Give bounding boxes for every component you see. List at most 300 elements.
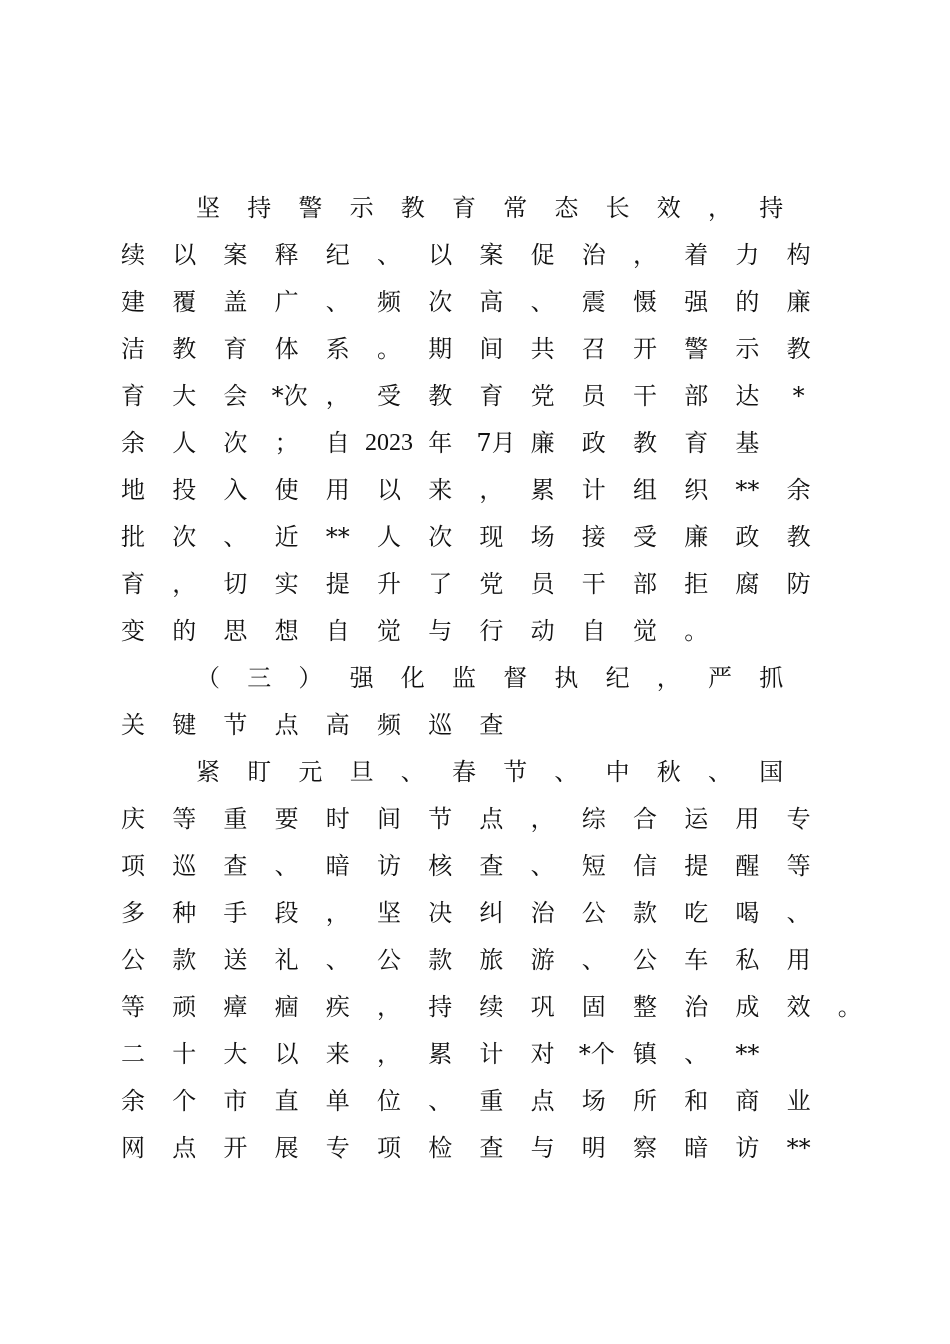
text-glyph: 动	[530, 617, 555, 645]
text-glyph: 态	[554, 194, 579, 222]
text-glyph: 场	[581, 1087, 606, 1115]
text-glyph: 人	[172, 429, 197, 457]
text-glyph: 坚	[377, 899, 401, 927]
text-glyph: 育	[479, 382, 504, 410]
text-glyph: 。	[837, 993, 862, 1021]
text-glyph: 和	[684, 1087, 709, 1115]
text-glyph: 地	[121, 476, 145, 504]
text-glyph: 访	[735, 1134, 760, 1162]
text-glyph: 次	[428, 288, 453, 316]
text-glyph: 等	[786, 852, 811, 880]
text-glyph: 察	[633, 1134, 657, 1162]
text-glyph: 整	[633, 993, 657, 1021]
text-line	[0, 240, 950, 287]
text-glyph: **	[735, 476, 760, 504]
text-glyph: 纠	[479, 899, 504, 927]
text-glyph: *	[792, 382, 805, 410]
text-glyph: 了	[428, 570, 453, 598]
text-line	[0, 193, 950, 240]
text-glyph: 员	[530, 570, 555, 598]
text-glyph: 段	[274, 899, 299, 927]
text-glyph: 盯	[247, 758, 272, 786]
text-glyph: 的	[735, 288, 760, 316]
text-glyph: 频	[377, 711, 401, 739]
text-glyph: 洁	[121, 335, 145, 363]
text-glyph: 政	[735, 523, 760, 551]
text-glyph: 教	[786, 523, 811, 551]
text-glyph: 暗	[684, 1134, 709, 1162]
text-glyph: 短	[581, 852, 606, 880]
text-glyph: 次	[428, 523, 453, 551]
text-glyph: 达	[735, 382, 760, 410]
text-glyph: 育	[121, 570, 145, 598]
text-glyph: ，	[325, 382, 350, 410]
text-glyph: 7月	[476, 429, 516, 457]
text-glyph: 来	[428, 476, 453, 504]
text-line	[0, 1133, 950, 1180]
text-glyph: 效	[656, 194, 681, 222]
text-glyph: 节	[223, 711, 248, 739]
text-glyph: 巡	[172, 852, 197, 880]
text-glyph: 党	[530, 382, 555, 410]
text-glyph: 款	[172, 946, 197, 974]
text-glyph: 提	[325, 570, 350, 598]
text-glyph: 来	[325, 1040, 350, 1068]
text-glyph: 织	[684, 476, 709, 504]
text-glyph: 批	[121, 523, 145, 551]
text-glyph: 与	[530, 1134, 555, 1162]
text-glyph: 大	[172, 382, 197, 410]
text-glyph: **	[325, 523, 350, 551]
text-glyph: 近	[274, 523, 299, 551]
text-glyph: 慑	[633, 288, 657, 316]
text-glyph: 常	[503, 194, 528, 222]
text-glyph: 升	[377, 570, 401, 598]
text-line	[0, 898, 950, 945]
text-glyph: 计	[479, 1040, 504, 1068]
text-glyph: 余	[121, 1087, 145, 1115]
text-line	[0, 334, 950, 381]
text-glyph: 三	[247, 664, 272, 692]
text-glyph: 核	[428, 852, 453, 880]
text-glyph: 以	[172, 241, 197, 269]
text-glyph: 送	[223, 946, 248, 974]
text-line	[0, 1039, 950, 1086]
text-glyph: 受	[633, 523, 657, 551]
text-glyph: 以	[274, 1040, 299, 1068]
text-glyph: 以	[428, 241, 453, 269]
text-glyph: 腐	[735, 570, 760, 598]
text-glyph: 构	[786, 241, 811, 269]
text-glyph: 信	[633, 852, 657, 880]
text-glyph: 公	[121, 946, 145, 974]
text-glyph: 高	[479, 288, 504, 316]
text-glyph: 实	[274, 570, 299, 598]
text-glyph: 人	[377, 523, 401, 551]
text-glyph: 对	[530, 1040, 555, 1068]
text-glyph: 旅	[479, 946, 504, 974]
text-glyph: 、	[377, 241, 401, 269]
text-glyph: 。	[684, 617, 709, 645]
text-glyph: 拒	[684, 570, 709, 598]
text-glyph: 释	[274, 241, 299, 269]
text-glyph: 、	[223, 523, 248, 551]
text-glyph: 关	[121, 711, 145, 739]
text-glyph: 查	[223, 852, 248, 880]
text-glyph: 高	[325, 711, 350, 739]
text-glyph: 、	[325, 946, 350, 974]
text-glyph: 员	[581, 382, 606, 410]
text-glyph: 十	[172, 1040, 197, 1068]
text-glyph: 计	[581, 476, 606, 504]
text-glyph: 间	[377, 805, 401, 833]
text-glyph: 秋	[656, 758, 681, 786]
text-line	[0, 945, 950, 992]
text-glyph: 示	[735, 335, 760, 363]
text-glyph: 示	[349, 194, 374, 222]
text-glyph: 开	[633, 335, 657, 363]
text-glyph: 覆	[172, 288, 197, 316]
text-glyph: 余	[121, 429, 145, 457]
text-glyph: 化	[400, 664, 425, 692]
text-glyph: 游	[530, 946, 555, 974]
text-glyph: 盖	[223, 288, 248, 316]
text-glyph: 、	[274, 852, 299, 880]
text-glyph: 育	[223, 335, 248, 363]
text-glyph: 想	[274, 617, 299, 645]
text-glyph: 教	[786, 335, 811, 363]
text-glyph: 点	[274, 711, 299, 739]
text-glyph: 用	[786, 946, 811, 974]
text-glyph: 瘴	[223, 993, 248, 1021]
text-glyph: ，	[633, 241, 657, 269]
text-glyph: *次	[271, 382, 308, 410]
text-glyph: 、	[530, 852, 555, 880]
text-glyph: 的	[172, 617, 197, 645]
text-line	[0, 663, 950, 710]
text-glyph: 顽	[172, 993, 197, 1021]
text-glyph: 中	[605, 758, 630, 786]
text-glyph: ，	[708, 194, 732, 222]
text-glyph: ；	[274, 429, 299, 457]
text-glyph: 次	[172, 523, 197, 551]
text-glyph: 暗	[325, 852, 350, 880]
text-glyph: 明	[581, 1134, 606, 1162]
text-glyph: 、	[400, 758, 425, 786]
text-glyph: 投	[172, 476, 197, 504]
text-glyph: 自	[581, 617, 606, 645]
text-glyph: 累	[530, 476, 555, 504]
text-glyph: 时	[325, 805, 350, 833]
text-glyph: **	[786, 1134, 811, 1162]
text-glyph: 治	[530, 899, 555, 927]
text-glyph: 查	[479, 852, 504, 880]
text-glyph: 多	[121, 899, 145, 927]
text-glyph: 强	[349, 664, 374, 692]
text-glyph: 车	[684, 946, 709, 974]
text-glyph: 专	[786, 805, 811, 833]
text-glyph: 等	[121, 993, 145, 1021]
text-line	[0, 428, 950, 475]
text-glyph: 、	[530, 288, 555, 316]
text-glyph: 促	[530, 241, 555, 269]
text-glyph: 政	[581, 429, 606, 457]
text-glyph: 切	[223, 570, 248, 598]
text-glyph: 思	[223, 617, 248, 645]
text-glyph: 力	[735, 241, 760, 269]
text-glyph: 防	[786, 570, 811, 598]
text-glyph: 业	[786, 1087, 811, 1115]
text-glyph: 大	[223, 1040, 248, 1068]
text-glyph: 二	[121, 1040, 145, 1068]
text-glyph: 建	[121, 288, 145, 316]
text-glyph: 公	[633, 946, 657, 974]
text-glyph: ，	[656, 664, 681, 692]
text-glyph: 巩	[530, 993, 555, 1021]
text-glyph: 场	[530, 523, 555, 551]
text-glyph: 点	[530, 1087, 555, 1115]
text-line	[0, 804, 950, 851]
text-line	[0, 287, 950, 334]
text-glyph: ，	[377, 1040, 401, 1068]
text-glyph: 决	[428, 899, 453, 927]
text-glyph: ，	[325, 899, 350, 927]
text-glyph: 查	[479, 711, 504, 739]
text-glyph: 旦	[349, 758, 374, 786]
text-glyph: 单	[325, 1087, 350, 1115]
text-glyph: 教	[400, 194, 425, 222]
text-glyph: 觉	[633, 617, 657, 645]
text-glyph: 基	[735, 429, 760, 457]
text-glyph: 键	[172, 711, 197, 739]
text-glyph: 手	[223, 899, 248, 927]
text-glyph: 育	[452, 194, 476, 222]
text-glyph: 育	[684, 429, 709, 457]
text-glyph: 现	[479, 523, 504, 551]
text-glyph: 组	[633, 476, 657, 504]
text-glyph: 展	[274, 1134, 299, 1162]
text-glyph: 等	[172, 805, 197, 833]
text-glyph: 干	[633, 382, 657, 410]
text-glyph: 震	[581, 288, 606, 316]
text-glyph: 检	[428, 1134, 453, 1162]
text-glyph: 、	[554, 758, 579, 786]
text-glyph: 直	[274, 1087, 299, 1115]
text-glyph: 严	[708, 664, 732, 692]
text-glyph: 持	[759, 194, 784, 222]
text-glyph: 案	[479, 241, 504, 269]
text-line	[0, 1086, 950, 1133]
text-glyph: 访	[377, 852, 401, 880]
text-glyph: 所	[633, 1087, 657, 1115]
text-glyph: 春	[452, 758, 476, 786]
text-glyph: 与	[428, 617, 453, 645]
text-glyph: 纪	[605, 664, 630, 692]
text-line	[0, 992, 950, 1039]
text-glyph: 案	[223, 241, 248, 269]
text-glyph: 育	[121, 382, 145, 410]
text-glyph: 查	[479, 1134, 504, 1162]
text-glyph: 教	[633, 429, 657, 457]
text-glyph: 持	[428, 993, 453, 1021]
text-glyph: ）	[298, 664, 323, 692]
text-glyph: 效	[786, 993, 811, 1021]
text-glyph: 醒	[735, 852, 760, 880]
text-glyph: 、	[708, 758, 732, 786]
text-glyph: 市	[223, 1087, 248, 1115]
text-glyph: 自	[325, 617, 350, 645]
text-line	[0, 522, 950, 569]
text-glyph: 廉	[684, 523, 709, 551]
text-glyph: 喝	[735, 899, 760, 927]
text-glyph: 召	[581, 335, 606, 363]
text-glyph: 长	[605, 194, 630, 222]
text-line	[0, 710, 950, 757]
text-glyph: 会	[223, 382, 248, 410]
text-glyph: 、	[581, 946, 606, 974]
text-glyph: 款	[428, 946, 453, 974]
text-glyph: 受	[377, 382, 401, 410]
text-glyph: 紧	[196, 758, 220, 786]
text-glyph: 续	[479, 993, 504, 1021]
text-glyph: 党	[479, 570, 504, 598]
text-glyph: 用	[325, 476, 350, 504]
text-glyph: 期	[428, 335, 453, 363]
text-glyph: 节	[503, 758, 528, 786]
text-glyph: 节	[428, 805, 453, 833]
text-line	[0, 757, 950, 804]
text-glyph: 共	[530, 335, 555, 363]
text-glyph: 网	[121, 1134, 145, 1162]
text-glyph: 、	[325, 288, 350, 316]
text-glyph: 部	[684, 382, 709, 410]
text-glyph: 部	[633, 570, 657, 598]
text-glyph: 种	[172, 899, 197, 927]
text-glyph: 合	[633, 805, 657, 833]
text-glyph: 项	[121, 852, 145, 880]
text-glyph: 持	[247, 194, 272, 222]
text-glyph: 用	[735, 805, 760, 833]
text-glyph: 以	[377, 476, 401, 504]
text-glyph: 变	[121, 617, 145, 645]
text-glyph: 元	[298, 758, 323, 786]
text-glyph: 庆	[121, 805, 145, 833]
text-glyph: *个	[578, 1040, 615, 1068]
text-glyph: 干	[581, 570, 606, 598]
text-glyph: ，	[530, 805, 555, 833]
text-glyph: 项	[377, 1134, 401, 1162]
text-glyph: 点	[479, 805, 504, 833]
text-glyph: 公	[581, 899, 606, 927]
text-glyph: 觉	[377, 617, 401, 645]
text-glyph: 执	[554, 664, 579, 692]
text-glyph: 广	[274, 288, 299, 316]
text-glyph: 警	[684, 335, 709, 363]
text-glyph: 重	[479, 1087, 504, 1115]
text-glyph: 间	[479, 335, 504, 363]
text-glyph: ，	[479, 476, 504, 504]
text-glyph: 镇	[633, 1040, 657, 1068]
text-glyph: 治	[684, 993, 709, 1021]
text-glyph: 、	[684, 1040, 709, 1068]
text-glyph: 商	[735, 1087, 760, 1115]
text-glyph: 、	[428, 1087, 453, 1115]
text-glyph: 私	[735, 946, 760, 974]
text-line	[0, 475, 950, 522]
text-line	[0, 381, 950, 428]
text-glyph: ，	[377, 993, 401, 1021]
text-glyph: 接	[581, 523, 606, 551]
text-glyph: **	[735, 1040, 760, 1068]
text-glyph: 提	[684, 852, 709, 880]
text-glyph: 礼	[274, 946, 299, 974]
text-glyph: 着	[684, 241, 709, 269]
text-glyph: 行	[479, 617, 504, 645]
text-glyph: 强	[684, 288, 709, 316]
text-glyph: 、	[786, 899, 811, 927]
text-glyph: 次	[223, 429, 248, 457]
text-glyph: 痼	[274, 993, 299, 1021]
text-glyph: 廉	[530, 429, 555, 457]
text-glyph: 。	[377, 335, 401, 363]
text-glyph: 年	[428, 429, 453, 457]
text-glyph: 使	[274, 476, 299, 504]
text-glyph: 入	[223, 476, 248, 504]
text-glyph: （	[196, 664, 220, 692]
text-glyph: 监	[452, 664, 476, 692]
text-glyph: 体	[274, 335, 299, 363]
text-glyph: 专	[325, 1134, 350, 1162]
text-glyph: 疾	[325, 993, 350, 1021]
text-glyph: 巡	[428, 711, 453, 739]
text-glyph: 纪	[325, 241, 350, 269]
text-line	[0, 851, 950, 898]
text-glyph: 自	[325, 429, 350, 457]
text-glyph: 成	[735, 993, 760, 1021]
text-glyph: 吃	[684, 899, 709, 927]
text-glyph: 公	[377, 946, 401, 974]
text-glyph: 系	[325, 335, 350, 363]
text-glyph: 综	[581, 805, 606, 833]
text-glyph: 治	[581, 241, 606, 269]
text-glyph: 教	[172, 335, 197, 363]
text-glyph: 抓	[759, 664, 784, 692]
text-glyph: 累	[428, 1040, 453, 1068]
text-glyph: 款	[633, 899, 657, 927]
text-glyph: 开	[223, 1134, 248, 1162]
text-glyph: 位	[377, 1087, 401, 1115]
text-glyph: 国	[759, 758, 784, 786]
text-glyph: 要	[274, 805, 299, 833]
text-glyph: 重	[223, 805, 248, 833]
text-glyph: 余	[786, 476, 811, 504]
text-glyph: 坚	[196, 194, 220, 222]
text-glyph: 个	[172, 1087, 197, 1115]
text-line	[0, 616, 950, 663]
text-glyph: 频	[377, 288, 401, 316]
text-glyph: 运	[684, 805, 709, 833]
text-glyph: 点	[172, 1134, 197, 1162]
text-glyph: 2023	[365, 430, 413, 456]
text-glyph: 警	[298, 194, 323, 222]
text-glyph: 续	[121, 241, 145, 269]
text-glyph: 教	[428, 382, 453, 410]
text-glyph: 廉	[786, 288, 811, 316]
text-glyph: 固	[581, 993, 606, 1021]
text-glyph: 督	[503, 664, 528, 692]
text-line	[0, 569, 950, 616]
text-glyph: ，	[172, 570, 197, 598]
